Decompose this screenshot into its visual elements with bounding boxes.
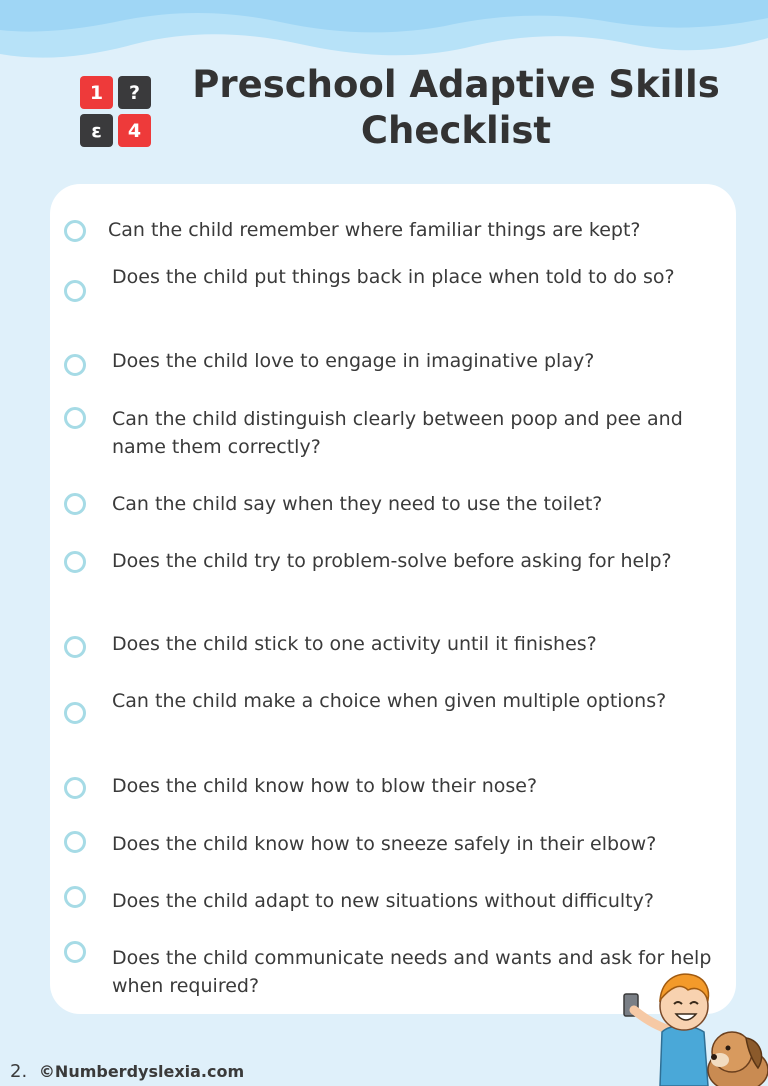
checkbox-circle[interactable]: [64, 777, 86, 799]
checkbox-circle[interactable]: [64, 831, 86, 853]
page-title-line: Checklist: [360, 108, 552, 152]
checklist-item-text: Does the child love to engage in imaginative play?: [112, 350, 595, 372]
logo-tile: 4: [118, 114, 151, 147]
checklist-item-text: Does the child communicate needs and wants and ask for help when required?: [112, 947, 712, 997]
checklist-item-text: Can the child say when they need to use the toilet?: [112, 493, 603, 515]
copyright-text: ©Numberdyslexia.com: [38, 1062, 245, 1081]
checklist-item-text: Does the child know how to blow their nose?: [112, 775, 538, 797]
checkbox-circle[interactable]: [64, 220, 86, 242]
logo-tile: 1: [80, 76, 113, 109]
checkbox-circle[interactable]: [64, 886, 86, 908]
checkbox-circle[interactable]: [64, 636, 86, 658]
checklist-item-text: Can the child distinguish clearly between poop and pee and name them correctly?: [112, 408, 683, 458]
checkbox-circle[interactable]: [64, 702, 86, 724]
checklist-item-text: Does the child stick to one activity until it finishes?: [112, 633, 597, 655]
checklist-item-text: Can the child remember where familiar things are kept?: [108, 219, 641, 241]
checkbox-circle[interactable]: [64, 941, 86, 963]
checklist-item-text: Does the child put things back in place when told to do so?: [112, 266, 675, 288]
brand-logo: [80, 76, 152, 148]
checkbox-circle[interactable]: [64, 280, 86, 302]
page-title: [176, 62, 736, 154]
checklist-item-text: Does the child try to problem-solve before asking for help?: [112, 550, 672, 572]
checkbox-circle[interactable]: [64, 493, 86, 515]
logo-tile: ε: [80, 114, 113, 147]
footer: [10, 1061, 244, 1082]
checkbox-circle[interactable]: [64, 354, 86, 376]
checklist-item-text: Can the child make a choice when given multiple options?: [112, 690, 667, 712]
checkbox-circle[interactable]: [64, 407, 86, 429]
checklist-item-text: Does the child know how to sneeze safely in their elbow?: [112, 833, 657, 855]
checklist-card: [50, 184, 736, 1014]
logo-tile: ?: [118, 76, 151, 109]
page-number: 2.: [10, 1061, 28, 1082]
checkbox-circle[interactable]: [64, 551, 86, 573]
checklist-item-text: Does the child adapt to new situations without difficulty?: [112, 890, 654, 912]
child-with-dog-illustration: [600, 960, 768, 1086]
page-title-line: Preschool Adaptive Skills: [192, 63, 720, 106]
